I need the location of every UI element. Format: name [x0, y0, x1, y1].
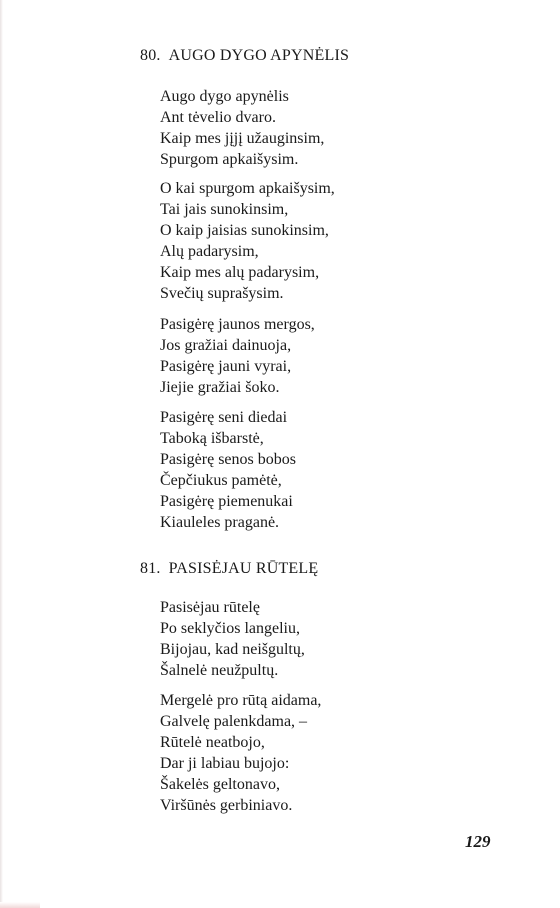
verse-line: Spurgom apkaišysim. [160, 151, 299, 168]
verse-line: Pasigėrę jaunos mergos, [160, 316, 315, 333]
song-title-text: AUGO DYGO APYNĖLIS [168, 47, 350, 64]
verse-line: Mergelė pro rūtą aidama, [160, 692, 322, 709]
song-title-text: PASISĖJAU RŪTELĘ [168, 560, 319, 577]
verse-line: O kaip jaisias sunokinsim, [160, 222, 329, 239]
song-number: 80. [140, 47, 161, 64]
page-number: 129 [465, 832, 491, 851]
verse-line: Pasigėrę jauni vyrai, [160, 358, 292, 375]
verse-line: Bijojau, kad neišgultų, [160, 641, 305, 658]
song-number: 81. [140, 560, 161, 577]
verse-line: O kai spurgom apkaišysim, [160, 180, 335, 197]
stanza [160, 86, 324, 170]
page-edge-shadow [0, 0, 3, 908]
verse-line: Kiauleles praganė. [160, 514, 280, 531]
song-title-80 [140, 47, 349, 65]
verse-line: Šakelės geltonavo, [160, 776, 280, 793]
verse-line: Kaip mes alų padarysim, [160, 264, 320, 281]
verse-line: Augo dygo apynėlis [160, 88, 289, 105]
verse-line: Taboką išbarstė, [160, 430, 264, 447]
verse-line: Pasigėrę senos bobos [160, 451, 296, 468]
verse-line: Svečių suprašysim. [160, 285, 284, 302]
verse-line: Po seklyčios langeliu, [160, 620, 300, 637]
stanza [160, 690, 321, 816]
stanza [160, 597, 305, 681]
verse-line: Alų padarysim, [160, 243, 259, 260]
verse-line: Jiejie gražiai šoko. [160, 379, 280, 396]
verse-line: Jos gražiai dainuoja, [160, 337, 292, 354]
page-corner-smudge [0, 902, 40, 908]
verse-line: Viršūnės gerbiniavo. [160, 797, 293, 814]
verse-line: Tai jais sunokinsim, [160, 201, 289, 218]
verse-line: Kaip mes jįjį užauginsim, [160, 130, 325, 147]
verse-line: Dar ji labiau bujojo: [160, 755, 290, 772]
stanza [160, 407, 296, 533]
verse-line: Čepčiukus pamėtė, [160, 472, 282, 489]
verse-line: Pasigėrę piemenukai [160, 493, 293, 510]
stanza [160, 314, 315, 398]
verse-line: Galvelę palenkdama, – [160, 713, 308, 730]
verse-line: Šalnelė neužpultų. [160, 662, 279, 679]
stanza [160, 178, 335, 304]
song-title-81 [140, 560, 318, 578]
verse-line: Rūtelė neatbojo, [160, 734, 265, 751]
verse-line: Ant tėvelio dvaro. [160, 109, 276, 126]
verse-line: Pasisėjau rūtelę [160, 599, 260, 616]
verse-line: Pasigėrę seni diedai [160, 409, 288, 426]
